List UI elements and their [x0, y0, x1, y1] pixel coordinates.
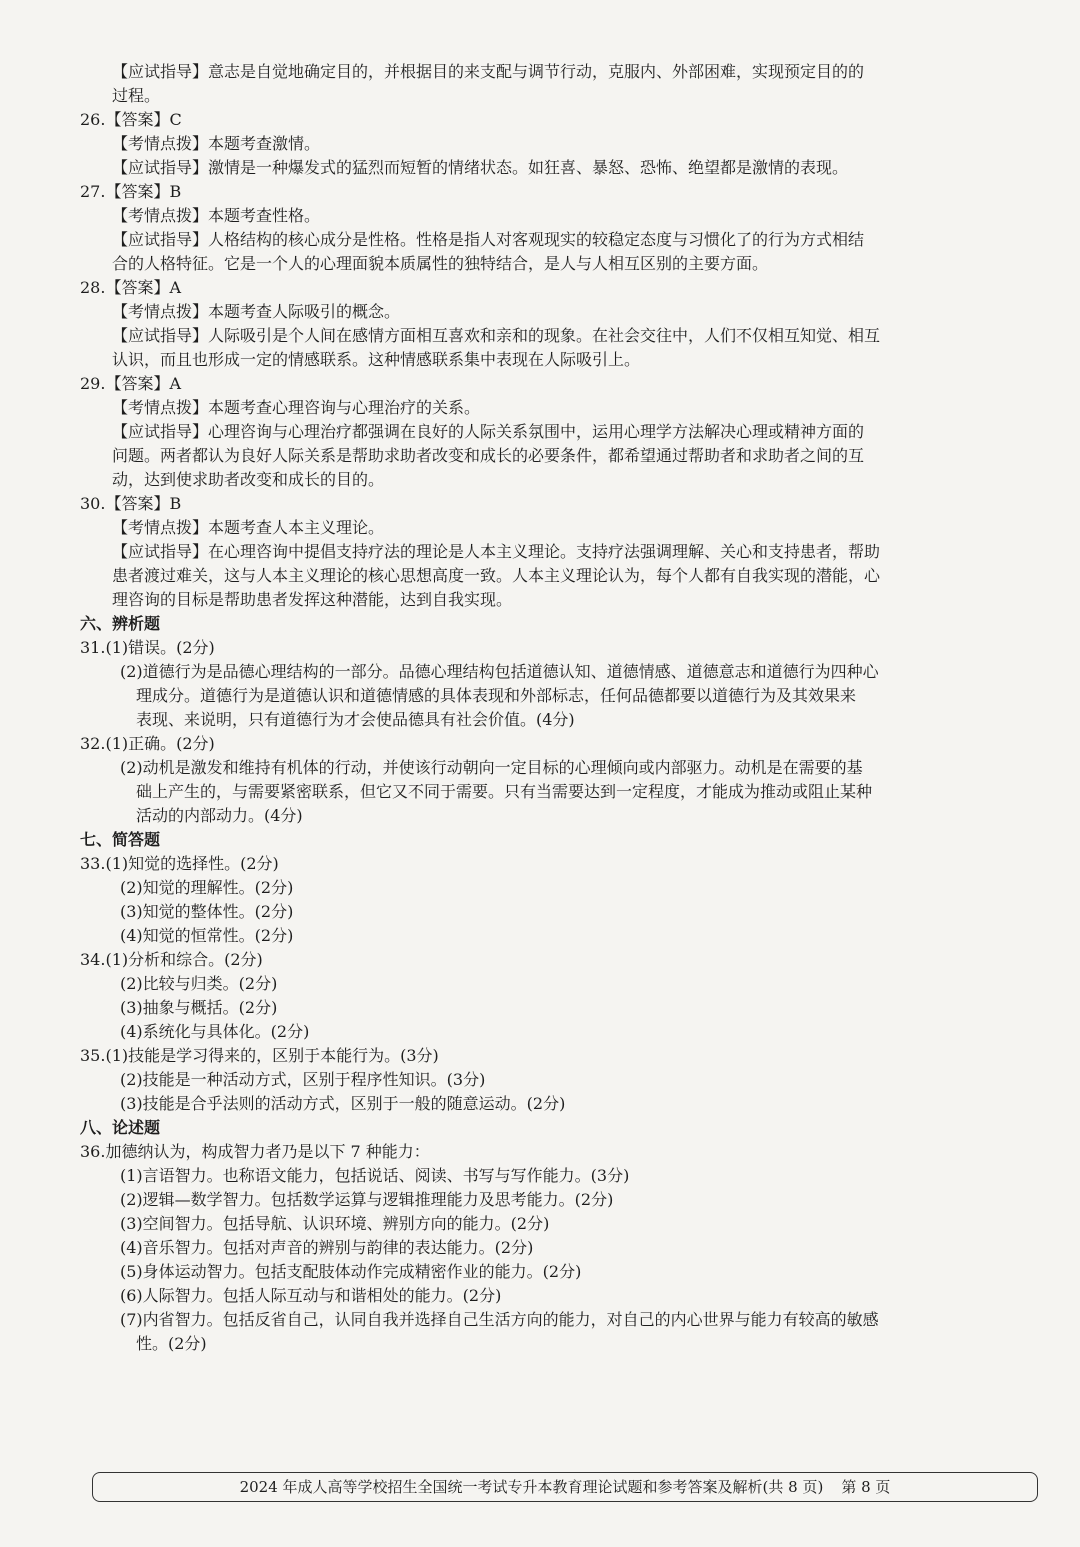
- answer-26: 26.【答案】C: [80, 110, 182, 129]
- kaoqing-30: 【考情点拨】本题考查人本主义理论。: [112, 518, 385, 537]
- q31-part2: 理成分。道德行为是道德认识和道德情感的具体表现和外部标志，任何品德都要以道德行为及其效果来: [136, 686, 857, 705]
- intro-guide-line: 【应试指导】意志是自觉地确定目的，并根据目的来支配与调节行动，克服内、外部困难，实现预定目的的: [112, 62, 865, 81]
- q34-item: 34.(1)分析和综合。(2分): [80, 950, 263, 969]
- q34-item: (2)比较与归类。(2分): [120, 974, 278, 993]
- guide-30: 患者渡过难关，这与人本主义理论的核心思想高度一致。人本主义理论认为，每个人都有自我实现的潜能，心: [112, 566, 881, 585]
- q31-part2: (2)道德行为是品德心理结构的一部分。品德心理结构包括道德认知、道德情感、道德意志和道德行为四种心: [120, 662, 879, 681]
- kaoqing-27: 【考情点拨】本题考查性格。: [112, 206, 321, 225]
- q32-part2: (2)动机是激发和维持有机体的行动，并使该行动朝向一定目标的心理倾向或内部驱力。动机是在需要的基: [120, 758, 863, 777]
- guide-29: 动，达到使求助者改变和成长的目的。: [112, 470, 385, 489]
- guide-29: 问题。两者都认为良好人际关系是帮助求助者改变和成长的必要条件，都希望通过帮助者和求助者之间的互: [112, 446, 865, 465]
- answer-29: 29.【答案】A: [80, 374, 182, 393]
- q34-item: (3)抽象与概括。(2分): [120, 998, 278, 1017]
- q36-item: (3)空间智力。包括导航、认识环境、辨别方向的能力。(2分): [120, 1214, 550, 1233]
- q36-item: (7)内省智力。包括反省自己，认同自我并选择自己生活方向的能力，对自己的内心世界与能力有较高的敏感: [120, 1310, 879, 1329]
- answer-27: 27.【答案】B: [80, 182, 182, 201]
- q33-item: (3)知觉的整体性。(2分): [120, 902, 294, 921]
- q33-item: 33.(1)知觉的选择性。(2分): [80, 854, 279, 873]
- guide-27: 【应试指导】人格结构的核心成分是性格。性格是指人对客观现实的较稳定态度与习惯化了的行为方式相结: [112, 230, 865, 249]
- guide-30: 理咨询的目标是帮助患者发挥这种潜能，达到自我实现。: [112, 590, 513, 609]
- q32-part2: 活动的内部动力。(4分): [136, 806, 303, 825]
- kaoqing-28: 【考情点拨】本题考查人际吸引的概念。: [112, 302, 401, 321]
- answer-30: 30.【答案】B: [80, 494, 182, 513]
- footer-title: 2024 年成人高等学校招生全国统一考试专升本教育理论试题和参考答案及解析(共 8 页): [239, 1478, 824, 1496]
- section-8-heading: 八、论述题: [80, 1118, 161, 1137]
- intro-guide-line: 过程。: [112, 86, 161, 105]
- guide-28: 【应试指导】人际吸引是个人间在感情方面相互喜欢和亲和的现象。在社会交往中，人们不仅相互知觉、相互: [112, 326, 881, 345]
- q32-part2: 础上产生的，与需要紧密联系，但它又不同于需要。只有当需要达到一定程度，才能成为推动或阻止某种: [136, 782, 873, 801]
- q36-item: (6)人际智力。包括人际互动与和谐相处的能力。(2分): [120, 1286, 502, 1305]
- q36-item: (1)言语智力。也称语文能力，包括说话、阅读、书写与写作能力。(3分): [120, 1166, 630, 1185]
- q36-item: 性。(2分): [136, 1334, 207, 1353]
- answer-28: 28.【答案】A: [80, 278, 182, 297]
- guide-30: 【应试指导】在心理咨询中提倡支持疗法的理论是人本主义理论。支持疗法强调理解、关心和支持患者，帮助: [112, 542, 881, 561]
- q35-item: (3)技能是合乎法则的活动方式，区别于一般的随意运动。(2分): [120, 1094, 566, 1113]
- guide-29: 【应试指导】心理咨询与心理治疗都强调在良好的人际关系氛围中，运用心理学方法解决心理或精神方面的: [112, 422, 865, 441]
- q34-item: (4)系统化与具体化。(2分): [120, 1022, 310, 1041]
- q36-intro: 36.加德纳认为，构成智力者乃是以下 7 种能力：: [80, 1142, 430, 1161]
- q32-part1: 32.(1)正确。(2分): [80, 734, 215, 753]
- q36-item: (2)逻辑—数学智力。包括数学运算与逻辑推理能力及思考能力。(2分): [120, 1190, 614, 1209]
- kaoqing-26: 【考情点拨】本题考查激情。: [112, 134, 321, 153]
- section-6-heading: 六、辨析题: [80, 614, 161, 633]
- guide-28: 认识，而且也形成一定的情感联系。这种情感联系集中表现在人际吸引上。: [112, 350, 641, 369]
- q31-part2: 表现、来说明，只有道德行为才会使品德具有社会价值。(4分): [136, 710, 575, 729]
- q31-part1: 31.(1)错误。(2分): [80, 638, 215, 657]
- kaoqing-29: 【考情点拨】本题考查心理咨询与心理治疗的关系。: [112, 398, 481, 417]
- q36-item: (5)身体运动智力。包括支配肢体动作完成精密作业的能力。(2分): [120, 1262, 582, 1281]
- guide-27: 合的人格特征。它是一个人的心理面貌本质属性的独特结合，是人与人相互区别的主要方面。: [112, 254, 769, 273]
- q35-item: 35.(1)技能是学习得来的，区别于本能行为。(3分): [80, 1046, 439, 1065]
- q35-item: (2)技能是一种活动方式，区别于程序性知识。(3分): [120, 1070, 486, 1089]
- guide-26: 【应试指导】激情是一种爆发式的猛烈而短暂的情绪状态。如狂喜、暴怒、恐怖、绝望都是激情的表现。: [112, 158, 849, 177]
- q33-item: (2)知觉的理解性。(2分): [120, 878, 294, 897]
- answer-content: [80, 60, 1040, 1356]
- q36-item: (4)音乐智力。包括对声音的辨别与韵律的表达能力。(2分): [120, 1238, 534, 1257]
- page-footer: [92, 1472, 1038, 1502]
- section-7-heading: 七、简答题: [80, 830, 161, 849]
- q33-item: (4)知觉的恒常性。(2分): [120, 926, 294, 945]
- page-number: 第 8 页: [841, 1478, 891, 1496]
